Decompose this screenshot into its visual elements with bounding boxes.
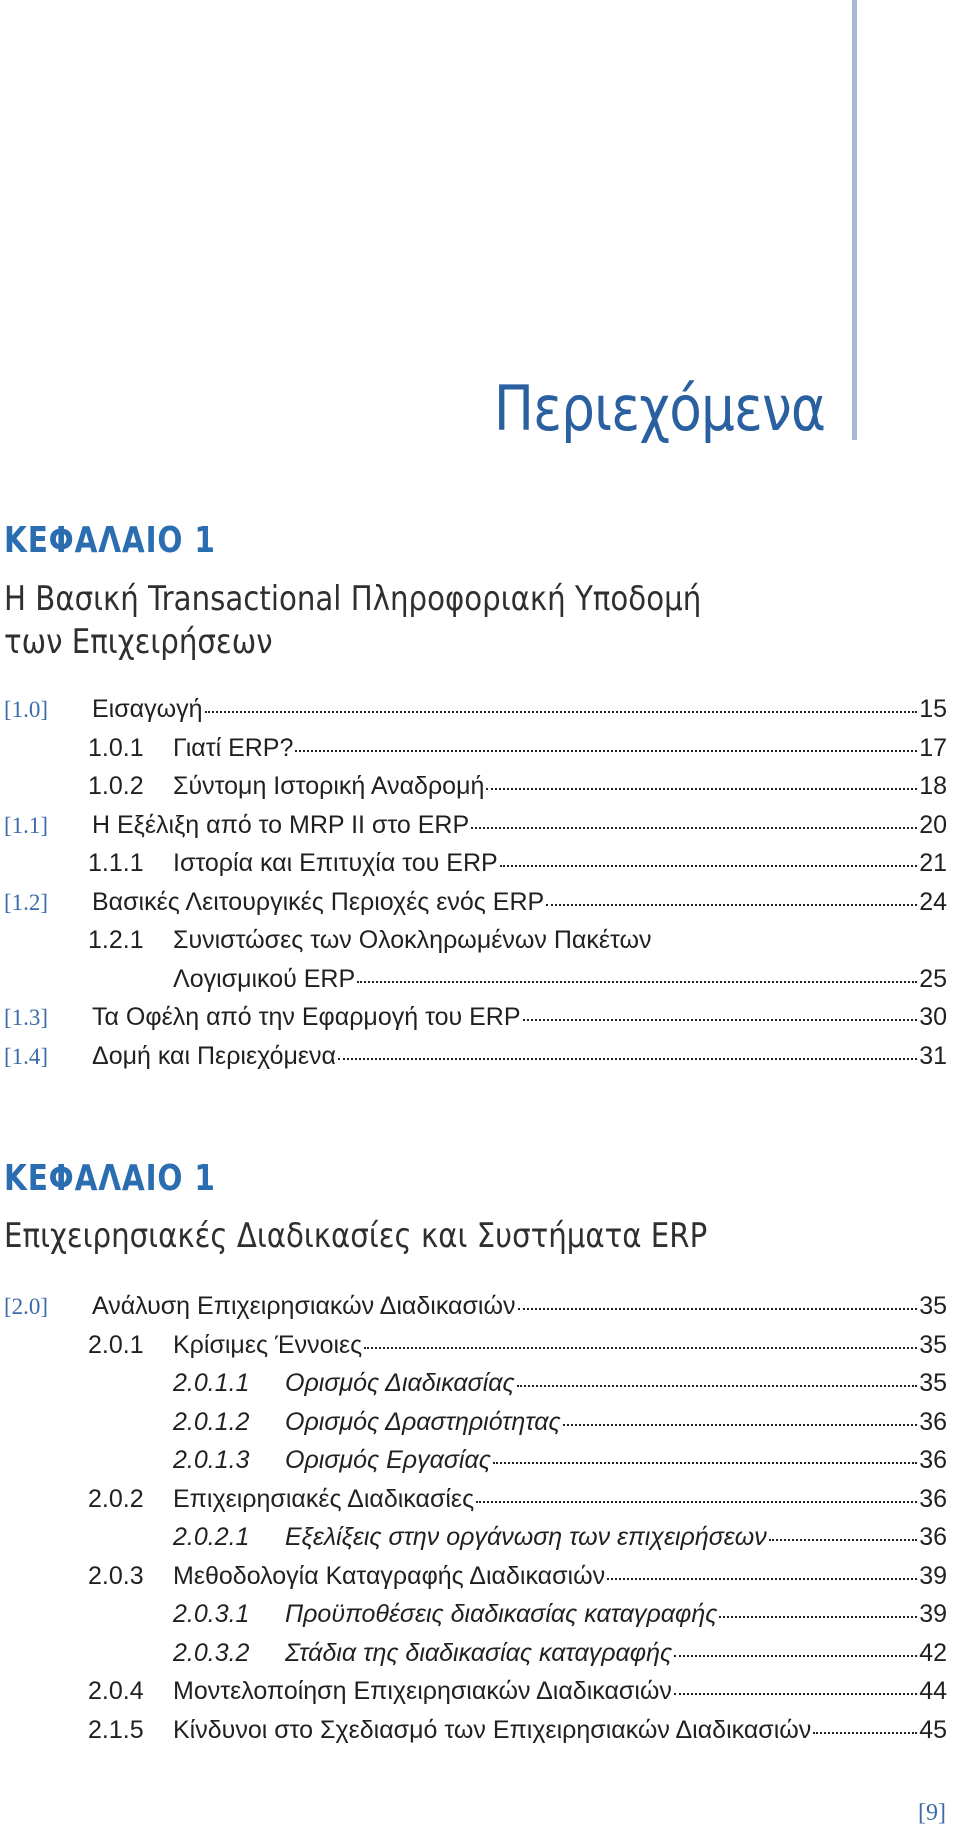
toc-entry[interactable] (4, 883, 947, 921)
toc-entry-page: 30 (919, 1003, 947, 1031)
toc-entry-number: [1.3] (4, 1005, 49, 1030)
toc-entry[interactable] (88, 767, 947, 805)
toc-entry-number: [1.2] (4, 889, 49, 915)
toc-dot-leader (674, 1653, 917, 1657)
toc-entry-title: Εισαγωγή (92, 695, 203, 723)
toc-entry-page: 42 (919, 1638, 947, 1667)
toc-entry[interactable] (4, 690, 947, 728)
toc-entry-number: 1.1.1 (88, 849, 144, 877)
chapter-2-title-line-1: Επιχειρησιακές Διαδικασίες και Συστήματα ERP (4, 1216, 708, 1256)
toc-dot-leader (471, 825, 917, 829)
toc-entry[interactable] (173, 1634, 947, 1672)
toc-entry-page: 18 (919, 772, 947, 800)
toc-entry-title: Δομή και Περιεχόμενα (92, 1041, 336, 1070)
toc-entry[interactable] (4, 806, 947, 844)
toc-entry-title: Η Εξέλιξη από το MRP II στο ERP (92, 810, 470, 839)
toc-entry-number: 2.0.1 (88, 1330, 144, 1359)
toc-entry-title: Επιχειρησιακές Διαδικασίες (173, 1484, 475, 1513)
chapter-1-title (4, 578, 701, 664)
toc-dot-leader (357, 979, 917, 983)
toc-entry-title: Εξελίξεις στην οργάνωση των επιχειρήσεων (285, 1523, 767, 1551)
toc-dot-leader (486, 786, 917, 790)
chapter-1-title-line-2: των Επιχειρήσεων (4, 622, 273, 662)
toc-dot-leader (523, 1017, 918, 1021)
toc-entry-page: 15 (919, 695, 947, 723)
toc-entry-number: [1.4] (4, 1043, 49, 1069)
toc-entry-page: 36 (919, 1446, 947, 1474)
toc-entry-page: 36 (919, 1523, 947, 1551)
toc-entry-number: 2.0.1.3 (173, 1446, 250, 1474)
decorative-vertical-rule (852, 0, 857, 440)
toc-entry[interactable] (4, 998, 947, 1036)
toc-entry[interactable] (88, 729, 947, 767)
chapter-2-title (4, 1215, 707, 1258)
toc-entry-number: 2.0.2 (88, 1484, 144, 1513)
toc-entry-page: 17 (919, 733, 947, 762)
chapter-1-title-line-1: Η Βασική Transactional Πληροφοριακή Υποδομή (4, 579, 702, 619)
toc-entry-page: 36 (919, 1407, 947, 1436)
toc-entry-title: Μοντελοποίηση Επιχειρησιακών Διαδικασιών (173, 1677, 672, 1705)
toc-entry-number: 1.2.1 (88, 926, 144, 954)
toc-entry-page: 39 (919, 1600, 947, 1628)
toc-entry-title: Κρίσιμες Έννοιες (173, 1330, 363, 1359)
page-number: [9] (918, 1800, 946, 1826)
toc-entry-title: Ιστορία και Επιτυχία του ERP (173, 849, 498, 877)
toc-dot-leader (500, 863, 918, 867)
toc-entry-number: 2.0.3.1 (173, 1600, 250, 1628)
toc-entry-page: 24 (919, 887, 947, 916)
toc-entry-title: Τα Οφέλη από την Εφαρμογή του ERP (92, 1003, 521, 1031)
toc-entry-number: 2.0.3 (88, 1561, 144, 1590)
toc-entry-title: Βασικές Λειτουργικές Περιοχές ενός ERP (92, 887, 545, 916)
toc-entry-title: Μεθοδολογία Καταγραφής Διαδικασιών (173, 1561, 606, 1590)
toc-dot-leader (719, 1614, 917, 1618)
toc-entry-title: Ανάλυση Επιχειρησιακών Διαδικασιών (92, 1292, 516, 1320)
toc-entry[interactable] (88, 1711, 947, 1749)
toc-entry-title: Ορισμός Δραστηριότητας (285, 1407, 561, 1436)
toc-dot-leader (607, 1576, 917, 1580)
toc-entry[interactable] (88, 1480, 947, 1518)
toc-entry-number: 2.1.5 (88, 1715, 144, 1744)
toc-entry-number: [1.0] (4, 697, 49, 722)
toc-dot-leader (674, 1691, 917, 1695)
toc-entry-page: 35 (919, 1330, 947, 1359)
toc-dot-leader (338, 1056, 917, 1060)
toc-dot-leader (493, 1460, 917, 1464)
toc-entry-page: 21 (919, 849, 947, 877)
toc-entry[interactable] (173, 1595, 947, 1633)
toc-dot-leader (546, 902, 917, 906)
toc-entry-page: 39 (919, 1561, 947, 1590)
page-title: Περιεχόμενα (493, 372, 825, 445)
toc-entry-page: 35 (919, 1369, 947, 1397)
toc-entry-page: 20 (919, 810, 947, 839)
toc-entry-page: 35 (919, 1292, 947, 1320)
toc-entry[interactable] (88, 844, 947, 882)
toc-entry-title: Γιατί ERP? (173, 733, 294, 762)
toc-entry[interactable] (173, 1518, 947, 1556)
toc-entry-page: 44 (919, 1677, 947, 1705)
toc-entry[interactable] (88, 921, 947, 959)
toc-entry-number: [2.0] (4, 1294, 49, 1319)
toc-entry-number: 2.0.2.1 (173, 1523, 250, 1551)
chapter-1-label: ΚΕΦΑΛΑΙΟ 1 (4, 520, 216, 561)
chapter-2-label: ΚΕΦΑΛΑΙΟ 1 (4, 1158, 216, 1199)
toc-entry-page: 25 (919, 964, 947, 993)
toc-dot-leader (295, 748, 917, 752)
toc-entry-number: 2.0.1.2 (173, 1407, 250, 1436)
toc-entry[interactable] (4, 1287, 947, 1325)
toc-dot-leader (205, 709, 918, 713)
toc-entry-title: Στάδια της διαδικασίας καταγραφής (285, 1638, 673, 1667)
toc-entry-title: Ορισμός Εργασίας (285, 1446, 491, 1474)
toc-dot-leader (476, 1499, 917, 1503)
toc-entry[interactable] (173, 1364, 947, 1402)
toc-entry[interactable] (88, 1326, 947, 1364)
toc-entry-number: 2.0.1.1 (173, 1369, 250, 1397)
toc-entry-continuation[interactable] (173, 960, 947, 998)
toc-entry[interactable] (88, 1557, 947, 1595)
toc-dot-leader (517, 1383, 917, 1387)
toc-dot-leader (769, 1537, 917, 1541)
toc-entry-number: 1.0.2 (88, 772, 144, 800)
toc-entry-title: Σύντομη Ιστορική Αναδρομή (173, 772, 485, 800)
toc-entry-title: Κίνδυνοι στο Σχεδιασμό των Επιχειρησιακών Διαδικασιών (173, 1715, 812, 1744)
toc-dot-leader (364, 1345, 917, 1349)
toc-dot-leader (563, 1422, 917, 1426)
toc-entry[interactable] (88, 1672, 947, 1710)
toc-entry-page: 45 (919, 1715, 947, 1744)
toc-entry-title: Συνιστώσες των Ολοκληρωμένων Πακέτων (173, 926, 652, 954)
toc-entry-page: 36 (919, 1484, 947, 1513)
toc-entry-number: 2.0.3.2 (173, 1638, 250, 1667)
toc-entry[interactable] (4, 1037, 947, 1075)
toc-entry-title: Ορισμός Διαδικασίας (285, 1369, 515, 1397)
toc-dot-leader (518, 1306, 918, 1310)
toc-entry[interactable] (173, 1403, 947, 1441)
toc-entry-page: 31 (919, 1041, 947, 1070)
toc-entry[interactable] (173, 1441, 947, 1479)
toc-entry-title-continued: Λογισμικού ERP (173, 964, 356, 993)
toc-entry-number: 2.0.4 (88, 1677, 144, 1705)
toc-entry-number: 1.0.1 (88, 733, 144, 762)
toc-dot-leader (813, 1730, 917, 1734)
toc-entry-number: [1.1] (4, 812, 49, 838)
toc-entry-title: Προϋποθέσεις διαδικασίας καταγραφής (285, 1600, 718, 1628)
